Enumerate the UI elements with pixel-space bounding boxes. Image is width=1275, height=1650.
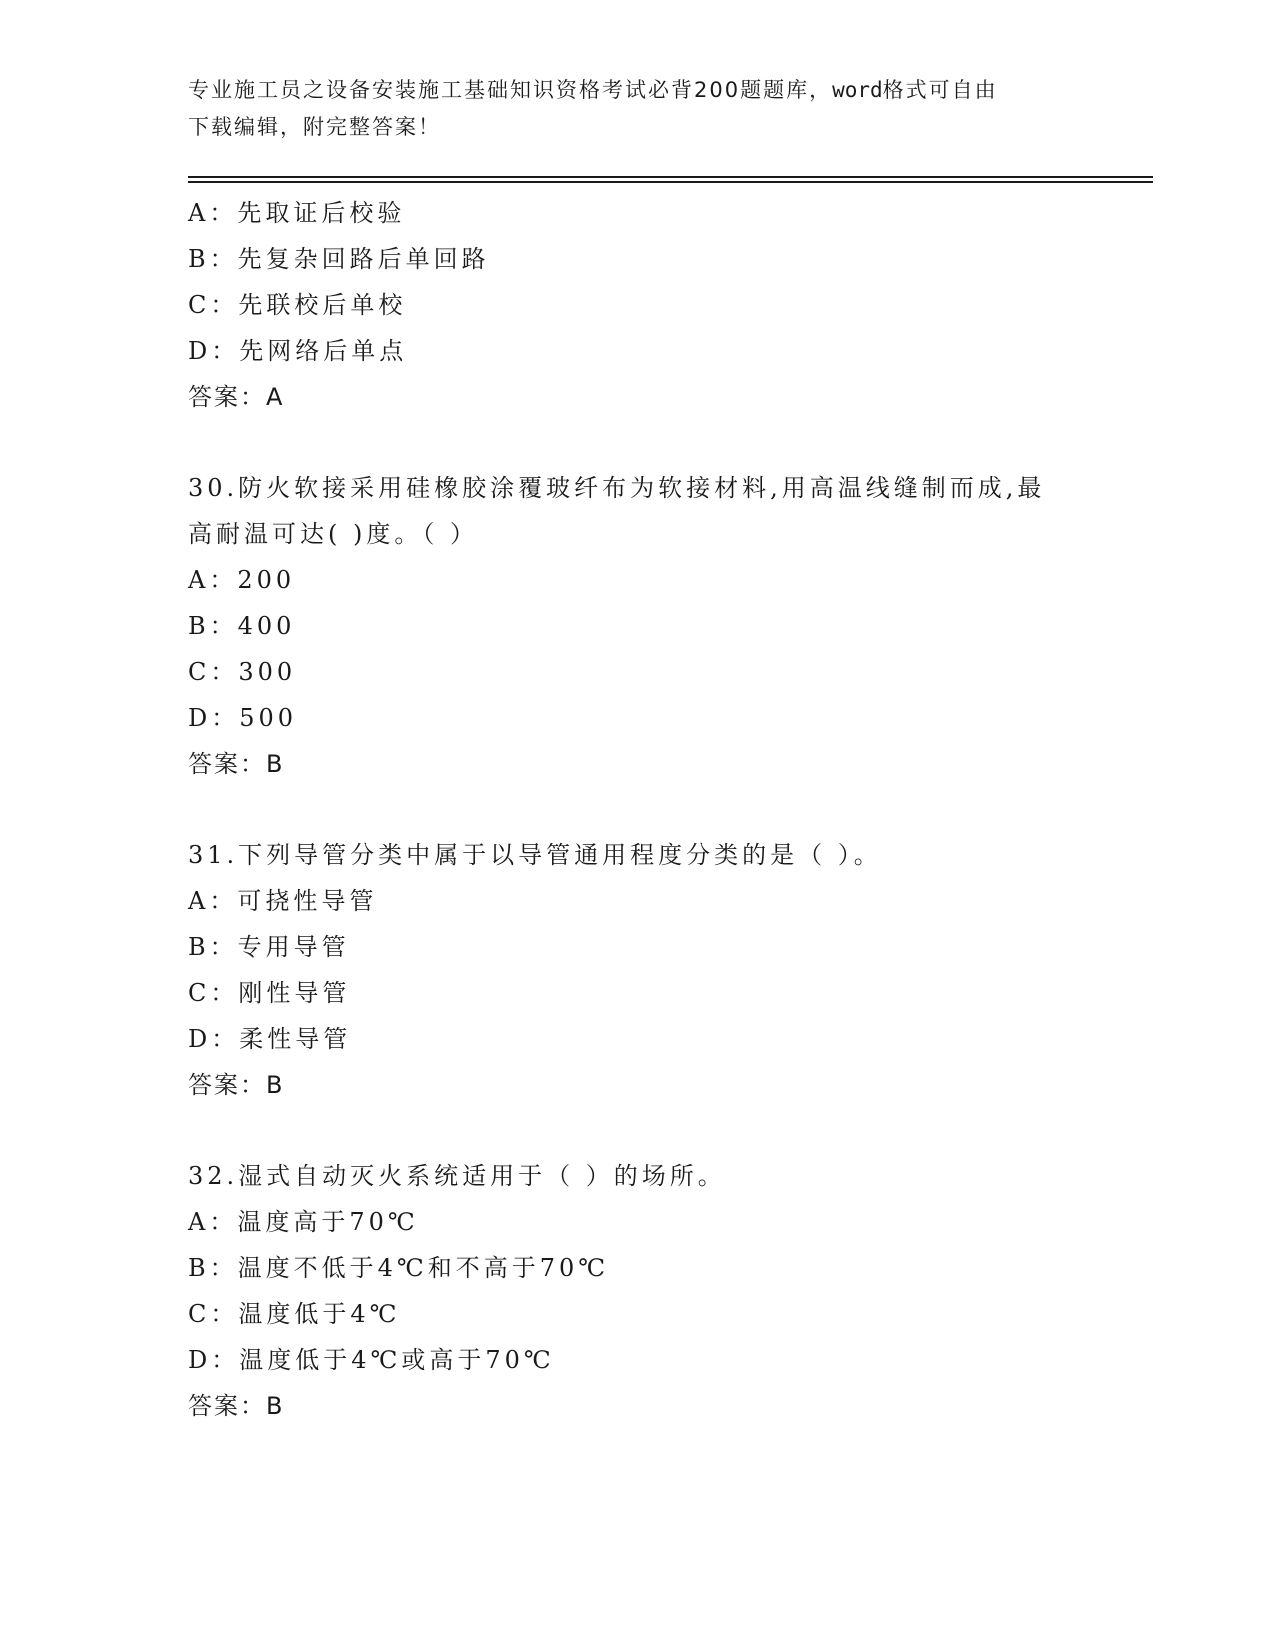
option-b: B：先复杂回路后单回路 <box>188 245 490 273</box>
option-a: A：可挠性导管 <box>188 887 378 915</box>
option-c: C：300 <box>188 658 297 686</box>
question-29-tail <box>188 190 1088 420</box>
header-divider-top <box>188 176 1153 178</box>
document-header <box>188 72 1088 146</box>
question-31 <box>188 832 1088 1108</box>
option-d: D：柔性导管 <box>188 1025 352 1053</box>
answer-label: 答案：B <box>188 1392 285 1420</box>
question-stem-line-1: 32.湿式自动灭火系统适用于（ ）的场所。 <box>188 1162 726 1190</box>
option-a: A：先取证后校验 <box>188 199 406 227</box>
question-stem-line-1: 30.防火软接采用硅橡胶涂覆玻纤布为软接材料,用高温线缝制而成,最 <box>188 474 1046 502</box>
header-word-label: word <box>832 78 883 102</box>
header-line-1-post: 格式可自由 <box>882 78 998 102</box>
option-b: B：400 <box>188 612 296 640</box>
option-c: C：先联校后单校 <box>188 291 407 319</box>
option-d: D：温度低于4℃或高于70℃ <box>188 1346 555 1374</box>
question-30 <box>188 465 1088 787</box>
question-list <box>188 190 1088 1429</box>
option-d: D：先网络后单点 <box>188 337 408 365</box>
header-divider-bottom <box>188 181 1153 183</box>
option-b: B：专用导管 <box>188 933 350 961</box>
header-line-1 <box>188 72 1088 109</box>
question-stem-line-2: 高耐温可达( )度。（ ） <box>188 520 478 548</box>
option-d: D：500 <box>188 704 298 732</box>
answer-label: 答案：A <box>188 383 285 411</box>
header-line-1-pre: 专业施工员之设备安装施工基础知识资格考试必背200题题库， <box>188 78 833 102</box>
answer-label: 答案：B <box>188 750 285 778</box>
answer-label: 答案：B <box>188 1071 285 1099</box>
option-b: B：温度不低于4℃和不高于70℃ <box>188 1254 610 1282</box>
header-line-2: 下载编辑，附完整答案！ <box>188 115 441 139</box>
option-c: C：刚性导管 <box>188 979 351 1007</box>
question-stem-line-1: 31.下列导管分类中属于以导管通用程度分类的是（ ）。 <box>188 841 882 869</box>
question-32 <box>188 1153 1088 1429</box>
option-a: A：200 <box>188 566 296 594</box>
option-a: A：温度高于70℃ <box>188 1208 419 1236</box>
option-c: C：温度低于4℃ <box>188 1300 401 1328</box>
